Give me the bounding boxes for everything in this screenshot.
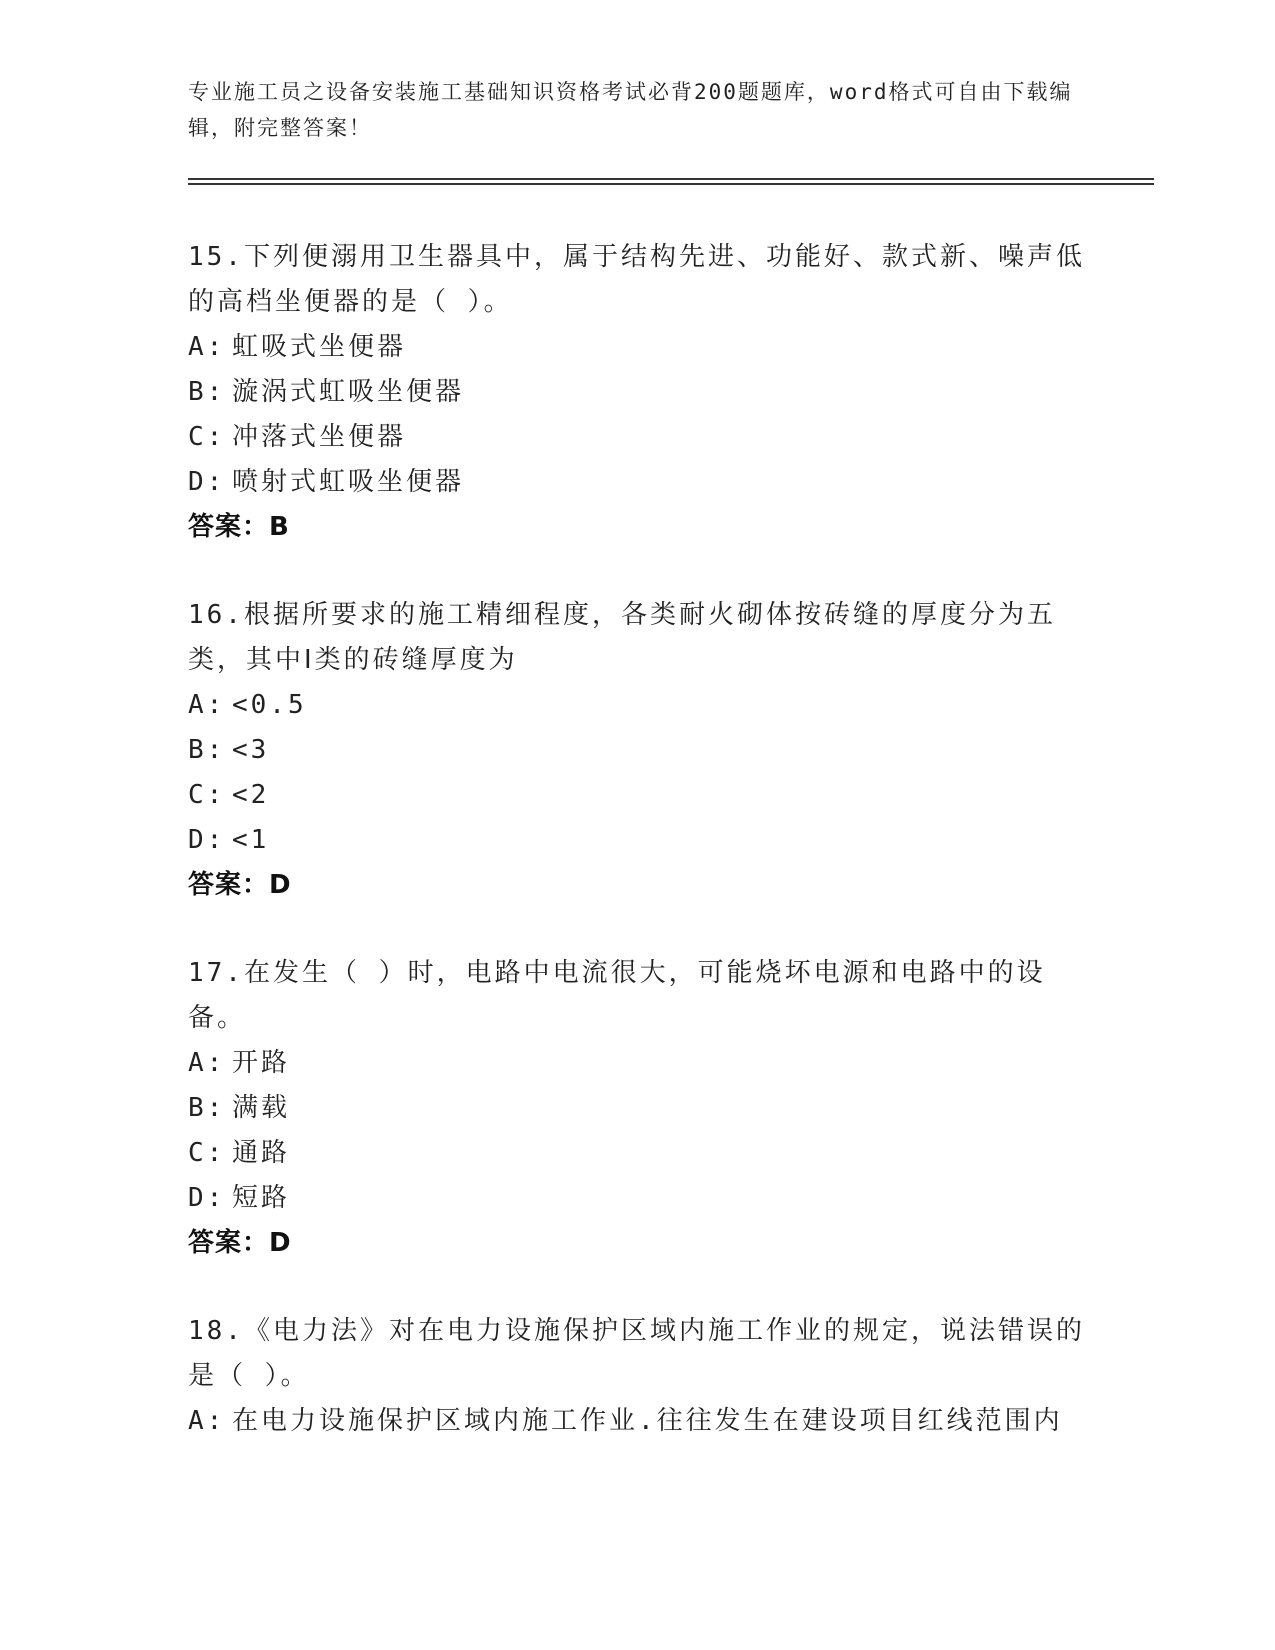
option-b bbox=[188, 370, 1088, 415]
option-text: <2 bbox=[232, 780, 270, 810]
option-a bbox=[188, 325, 1088, 370]
question-item bbox=[188, 1309, 1088, 1444]
question-item bbox=[188, 951, 1088, 1266]
option-key: D: bbox=[188, 825, 226, 855]
option-key: D: bbox=[188, 1183, 226, 1213]
option-b bbox=[188, 728, 1088, 773]
document-header: 专业施工员之设备安装施工基础知识资格考试必背200题题库，word格式可自由下载编辑，附完整答案！ bbox=[188, 80, 1073, 140]
header-rule-top bbox=[188, 178, 1154, 180]
question-stem: 17.在发生（ ）时，电路中电流很大，可能烧坏电源和电路中的设备。 bbox=[188, 958, 1046, 1033]
option-key: C: bbox=[188, 780, 226, 810]
question-item bbox=[188, 593, 1088, 908]
header-rule-bottom bbox=[188, 183, 1154, 185]
option-text: 开路 bbox=[232, 1048, 291, 1078]
option-key: A: bbox=[188, 1406, 226, 1436]
question-item bbox=[188, 235, 1088, 550]
question-stem: 18.《电力法》对在电力设施保护区域内施工作业的规定，说法错误的是（ ）。 bbox=[188, 1316, 1085, 1391]
option-d bbox=[188, 460, 1088, 505]
option-text: 通路 bbox=[232, 1138, 291, 1168]
option-b bbox=[188, 1086, 1088, 1131]
option-text: <3 bbox=[232, 735, 270, 765]
option-text: 喷射式虹吸坐便器 bbox=[232, 467, 465, 497]
option-key: A: bbox=[188, 690, 226, 720]
option-a bbox=[188, 1399, 1088, 1444]
option-text: <0.5 bbox=[232, 690, 307, 720]
option-text: 短路 bbox=[232, 1183, 291, 1213]
question-list bbox=[188, 235, 1088, 1487]
question-stem: 15.下列便溺用卫生器具中，属于结构先进、功能好、款式新、噪声低的高档坐便器的是（ ）。 bbox=[188, 242, 1085, 317]
option-key: B: bbox=[188, 735, 226, 765]
option-key: D: bbox=[188, 467, 226, 497]
answer-line: 答案：D bbox=[188, 1228, 292, 1258]
answer-line: 答案：B bbox=[188, 512, 290, 542]
option-text: 漩涡式虹吸坐便器 bbox=[232, 377, 465, 407]
option-d bbox=[188, 818, 1088, 863]
option-text: <1 bbox=[232, 825, 270, 855]
question-stem: 16.根据所要求的施工精细程度，各类耐火砌体按砖缝的厚度分为五类，其中Ⅰ类的砖缝厚度为 bbox=[188, 600, 1056, 675]
option-key: A: bbox=[188, 332, 226, 362]
option-d bbox=[188, 1176, 1088, 1221]
option-key: C: bbox=[188, 1138, 226, 1168]
option-a bbox=[188, 683, 1088, 728]
option-text: 满载 bbox=[232, 1093, 291, 1123]
option-c bbox=[188, 773, 1088, 818]
option-text: 虹吸式坐便器 bbox=[232, 332, 407, 362]
option-key: C: bbox=[188, 422, 226, 452]
option-text: 在电力设施保护区域内施工作业.往往发生在建设项目红线范围内 bbox=[232, 1406, 1063, 1436]
answer-line: 答案：D bbox=[188, 870, 292, 900]
option-c bbox=[188, 415, 1088, 460]
option-c bbox=[188, 1131, 1088, 1176]
option-a bbox=[188, 1041, 1088, 1086]
option-key: B: bbox=[188, 377, 226, 407]
option-key: A: bbox=[188, 1048, 226, 1078]
option-text: 冲落式坐便器 bbox=[232, 422, 407, 452]
option-key: B: bbox=[188, 1093, 226, 1123]
